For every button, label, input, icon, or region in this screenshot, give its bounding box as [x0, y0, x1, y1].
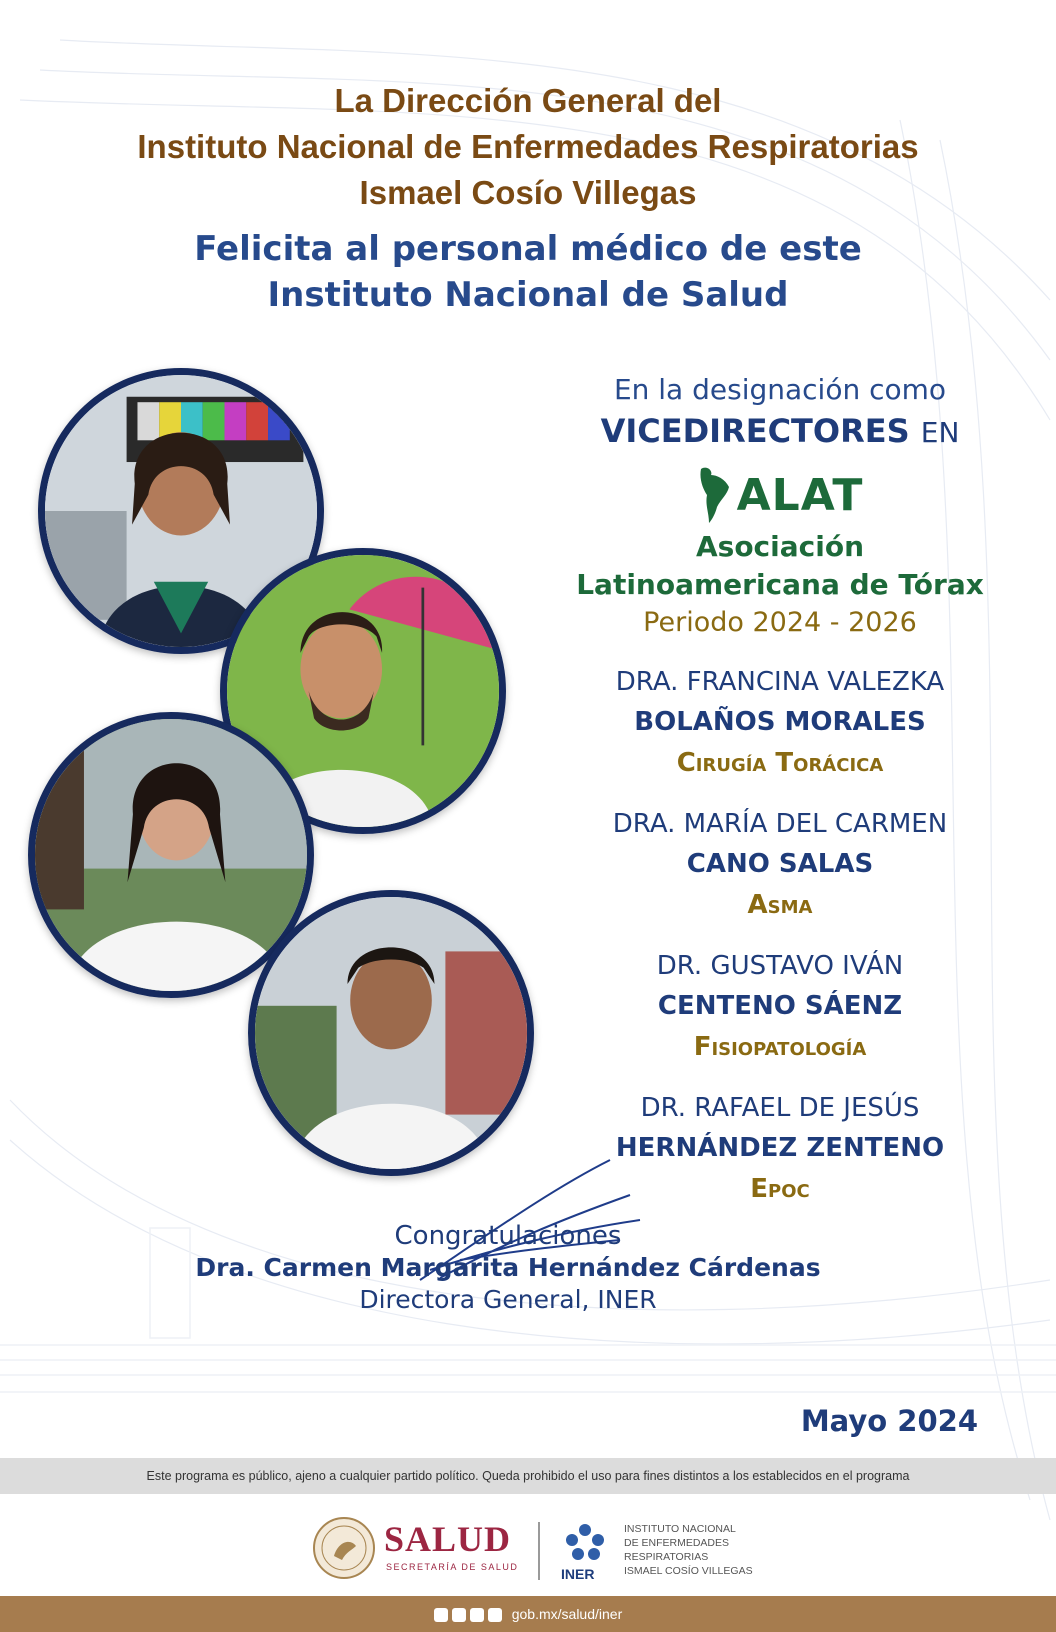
iner-logo-icon: [560, 1522, 610, 1564]
honoree-entry: [540, 946, 1020, 1068]
org-name-line-1: Asociación: [695, 530, 865, 563]
header-line-3: Ismael Cosío Villegas: [359, 174, 697, 211]
closing-congratulations: Congratulaciones: [394, 1221, 622, 1251]
honoree-entry: [540, 662, 1020, 784]
honoree-specialty: Cirugía Torácica: [676, 748, 884, 778]
iner-logo-label: INER: [561, 1566, 595, 1582]
honoree-name-line-2: HERNÁNDEZ ZENTENO: [615, 1133, 945, 1163]
youtube-icon[interactable]: [488, 1608, 502, 1622]
honoree-name-line-1: DR. RAFAEL DE JESÚS: [640, 1093, 920, 1123]
honoree-entry: [540, 804, 1020, 926]
closing-director-title: Directora General, INER: [359, 1285, 657, 1314]
instagram-icon[interactable]: [470, 1608, 484, 1622]
logo-divider: [538, 1522, 540, 1580]
mexico-seal-icon: [312, 1516, 376, 1580]
iner-logo-line: DE ENFERMEDADES: [624, 1537, 730, 1549]
honoree-name-line-1: DRA. MARÍA DEL CARMEN: [612, 809, 948, 839]
designation-intro: En la designación como: [613, 373, 947, 406]
date: Mayo 2024: [800, 1404, 978, 1438]
honoree-name-line-2: CANO SALAS: [686, 849, 874, 879]
header-line-5: Instituto Nacional de Salud: [267, 275, 789, 315]
iner-logo-line: ISMAEL COSÍO VILLEGAS: [624, 1565, 753, 1577]
designation-role-text: VICEDIRECTORES: [600, 412, 910, 450]
photo-honoree-4: [248, 890, 534, 1176]
honoree-name-line-2: CENTENO SÁENZ: [657, 991, 903, 1021]
designation-panel: [540, 370, 1020, 1210]
disclaimer-text: Este programa es público, ajeno a cualquier partido político. Queda prohibido el uso para fines distintos a los establecidos en el programa: [146, 1469, 910, 1483]
twitter-icon[interactable]: [452, 1608, 466, 1622]
salud-logo-text: SALUD: [384, 1519, 512, 1559]
header-line-2: Instituto Nacional de Enfermedades Respiratorias: [137, 128, 919, 165]
iner-logo-line: INSTITUTO NACIONAL: [624, 1523, 736, 1535]
alat-logo: [540, 462, 1020, 528]
latin-america-map-icon: [697, 465, 735, 525]
period: Periodo 2024 - 2026: [643, 607, 917, 638]
honoree-name-line-1: DR. GUSTAVO IVÁN: [656, 951, 904, 981]
institution-logos: [0, 1508, 1056, 1598]
alat-wordmark: ALAT: [736, 469, 864, 521]
closing: [0, 1220, 1016, 1316]
designation-role-suffix: EN: [920, 416, 960, 449]
designation-role: [540, 410, 1020, 454]
facebook-icon[interactable]: [434, 1608, 448, 1622]
salud-logo-subtitle: SECRETARÍA DE SALUD: [386, 1562, 519, 1572]
org-name-line-2: Latinoamericana de Tórax: [576, 568, 984, 601]
disclaimer-bar: [0, 1458, 1056, 1494]
header-line-4: Felicita al personal médico de este: [194, 229, 862, 269]
iner-logo-text: [624, 1522, 753, 1578]
footer-url-link[interactable]: gob.mx/salud/iner: [511, 1606, 623, 1622]
header: [0, 78, 1056, 318]
social-icons: [434, 1606, 506, 1622]
iner-logo-line: RESPIRATORIAS: [624, 1551, 709, 1563]
header-line-1: La Dirección General del: [334, 82, 722, 119]
closing-director-name: Dra. Carmen Margarita Hernández Cárdenas: [195, 1253, 821, 1282]
honoree-specialty: Asma: [747, 890, 813, 920]
honoree-name-line-2: BOLAÑOS MORALES: [634, 707, 926, 737]
honoree-name-line-1: DRA. FRANCINA VALEZKA: [615, 667, 945, 697]
footer-bar: [0, 1596, 1056, 1632]
honoree-specialty: Fisiopatología: [693, 1032, 867, 1062]
honoree-specialty: Epoc: [750, 1174, 810, 1204]
